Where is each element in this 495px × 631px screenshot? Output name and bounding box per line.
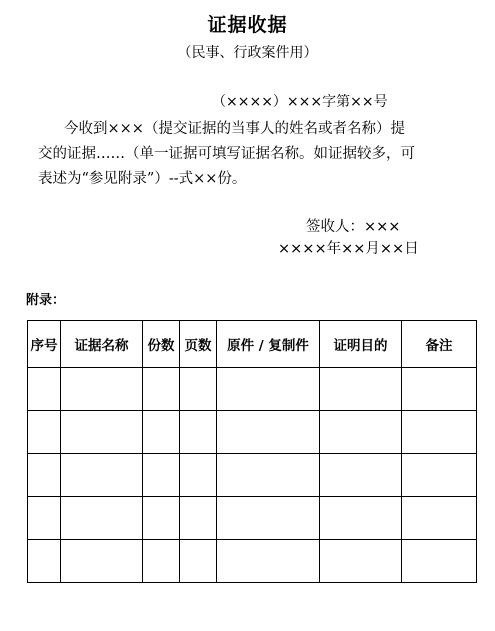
- table-cell[interactable]: [61, 411, 143, 454]
- table-cell[interactable]: [180, 540, 217, 583]
- table-cell[interactable]: [61, 454, 143, 497]
- column-header-remarks: 备注: [402, 321, 477, 368]
- table-row: [28, 497, 477, 540]
- signer-line: 签收人：×××: [306, 219, 401, 235]
- table-cell[interactable]: [28, 411, 61, 454]
- table-cell[interactable]: [28, 368, 61, 411]
- table-cell[interactable]: [402, 497, 477, 540]
- table-cell[interactable]: [143, 411, 180, 454]
- column-header-original-copy: 原件 / 复制件: [217, 321, 320, 368]
- table-cell[interactable]: [320, 497, 402, 540]
- receipt-body: [38, 117, 462, 192]
- table-cell[interactable]: [143, 540, 180, 583]
- date-line: ××××年××月××日: [278, 241, 419, 257]
- table-header-row: [28, 321, 477, 368]
- table-cell[interactable]: [143, 368, 180, 411]
- table-row: [28, 540, 477, 583]
- table-cell[interactable]: [217, 497, 320, 540]
- table-cell[interactable]: [143, 454, 180, 497]
- table-cell[interactable]: [320, 454, 402, 497]
- table-cell[interactable]: [28, 497, 61, 540]
- document-title: 证据收据: [207, 14, 288, 36]
- table-cell[interactable]: [320, 411, 402, 454]
- table-cell[interactable]: [402, 411, 477, 454]
- table-row: [28, 368, 477, 411]
- table-cell[interactable]: [180, 497, 217, 540]
- column-header-copies: 份数: [143, 321, 180, 368]
- table-cell[interactable]: [217, 454, 320, 497]
- column-header-pages: 页数: [180, 321, 217, 368]
- body-line: 今收到×××（提交证据的当事人的姓名或者名称）提: [64, 121, 405, 137]
- column-header-index: 序号: [28, 321, 61, 368]
- body-line: 表述为“参见附录”）--式××份。: [38, 171, 247, 187]
- table-cell[interactable]: [320, 368, 402, 411]
- table-cell[interactable]: [320, 540, 402, 583]
- table-cell[interactable]: [180, 368, 217, 411]
- document-number: （××××）×××字第××号: [212, 94, 388, 110]
- table-cell[interactable]: [217, 368, 320, 411]
- column-header-evidence-name: 证据名称: [61, 321, 143, 368]
- table-cell[interactable]: [402, 540, 477, 583]
- table-cell[interactable]: [61, 540, 143, 583]
- table-cell[interactable]: [28, 454, 61, 497]
- table-cell[interactable]: [217, 411, 320, 454]
- evidence-table: [27, 320, 477, 583]
- table-cell[interactable]: [28, 540, 61, 583]
- table-cell[interactable]: [180, 411, 217, 454]
- table-body: [28, 368, 477, 583]
- table-cell[interactable]: [217, 540, 320, 583]
- table-cell[interactable]: [180, 454, 217, 497]
- body-line: 交的证据……（单一证据可填写证据名称。如证据较多，可: [38, 146, 415, 162]
- column-header-purpose: 证明目的: [320, 321, 402, 368]
- table-row: [28, 411, 477, 454]
- table-cell[interactable]: [402, 368, 477, 411]
- table-cell[interactable]: [61, 497, 143, 540]
- document-subtitle: （民事、行政案件用）: [177, 45, 318, 61]
- table-cell[interactable]: [402, 454, 477, 497]
- table-cell[interactable]: [61, 368, 143, 411]
- appendix-label: 附录：: [26, 293, 66, 308]
- table-row: [28, 454, 477, 497]
- table-cell[interactable]: [143, 497, 180, 540]
